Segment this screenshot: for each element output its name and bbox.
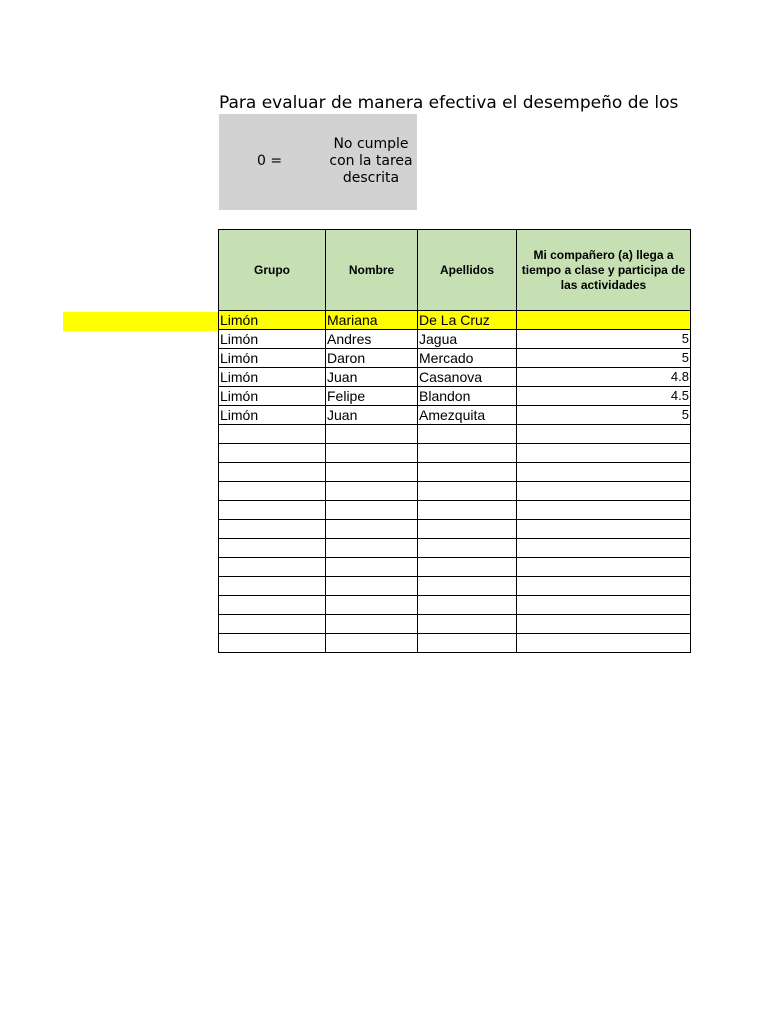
table-row	[219, 368, 691, 387]
cell-empty[interactable]	[326, 634, 418, 653]
cell-nombre[interactable]: Juan	[326, 368, 418, 387]
cell-nombre[interactable]: Andres	[326, 330, 418, 349]
table-row-empty	[219, 501, 691, 520]
cell-empty[interactable]	[326, 577, 418, 596]
cell-empty[interactable]	[418, 520, 517, 539]
cell-puntaje[interactable]: 4.8	[517, 368, 691, 387]
cell-empty[interactable]	[418, 482, 517, 501]
evaluation-table	[218, 229, 691, 653]
header-criterio: Mi compañero (a) llega a tiempo a clase y participa de las actividades	[517, 230, 691, 311]
cell-empty[interactable]	[517, 520, 691, 539]
table-row-empty	[219, 539, 691, 558]
row-highlight-bar	[63, 312, 219, 331]
cell-grupo[interactable]: Limón	[219, 368, 326, 387]
table-row-empty	[219, 558, 691, 577]
cell-empty[interactable]	[326, 615, 418, 634]
table-header-row	[219, 230, 691, 311]
table-row	[219, 406, 691, 425]
cell-puntaje[interactable]: 5	[517, 349, 691, 368]
table-row	[219, 349, 691, 368]
cell-empty[interactable]	[219, 615, 326, 634]
cell-empty[interactable]	[418, 558, 517, 577]
cell-empty[interactable]	[326, 444, 418, 463]
table-row-empty	[219, 463, 691, 482]
table-row	[219, 311, 691, 330]
cell-puntaje[interactable]	[517, 311, 691, 330]
cell-empty[interactable]	[219, 558, 326, 577]
cell-empty[interactable]	[326, 520, 418, 539]
cell-empty[interactable]	[517, 482, 691, 501]
table-row	[219, 387, 691, 406]
header-grupo: Grupo	[219, 230, 326, 311]
cell-empty[interactable]	[418, 634, 517, 653]
cell-apellidos[interactable]: Amezquita	[418, 406, 517, 425]
cell-apellidos[interactable]: Casanova	[418, 368, 517, 387]
table-row-empty	[219, 444, 691, 463]
cell-grupo[interactable]: Limón	[219, 330, 326, 349]
cell-nombre[interactable]: Mariana	[326, 311, 418, 330]
cell-empty[interactable]	[418, 444, 517, 463]
cell-empty[interactable]	[418, 501, 517, 520]
cell-empty[interactable]	[517, 596, 691, 615]
cell-apellidos[interactable]: De La Cruz	[418, 311, 517, 330]
cell-empty[interactable]	[517, 539, 691, 558]
table-row-empty	[219, 482, 691, 501]
cell-puntaje[interactable]: 5	[517, 406, 691, 425]
cell-empty[interactable]	[517, 444, 691, 463]
cell-nombre[interactable]: Daron	[326, 349, 418, 368]
cell-empty[interactable]	[517, 577, 691, 596]
cell-grupo[interactable]: Limón	[219, 387, 326, 406]
cell-empty[interactable]	[517, 463, 691, 482]
cell-empty[interactable]	[418, 425, 517, 444]
cell-empty[interactable]	[219, 596, 326, 615]
sheet-title: Para evaluar de manera efectiva el desempeño de los	[219, 93, 679, 113]
cell-empty[interactable]	[418, 596, 517, 615]
cell-puntaje[interactable]: 5	[517, 330, 691, 349]
cell-empty[interactable]	[418, 463, 517, 482]
cell-empty[interactable]	[219, 425, 326, 444]
cell-empty[interactable]	[418, 577, 517, 596]
header-apellidos: Apellidos	[418, 230, 517, 311]
cell-empty[interactable]	[326, 596, 418, 615]
cell-empty[interactable]	[326, 425, 418, 444]
cell-puntaje[interactable]: 4.5	[517, 387, 691, 406]
table-row-empty	[219, 615, 691, 634]
cell-empty[interactable]	[517, 558, 691, 577]
table-row-empty	[219, 577, 691, 596]
legend-description: No cumple con la tarea descrita	[329, 136, 413, 186]
cell-empty[interactable]	[326, 501, 418, 520]
cell-empty[interactable]	[326, 539, 418, 558]
table-row-empty	[219, 425, 691, 444]
cell-empty[interactable]	[326, 558, 418, 577]
cell-apellidos[interactable]: Jagua	[418, 330, 517, 349]
cell-empty[interactable]	[517, 634, 691, 653]
cell-empty[interactable]	[517, 501, 691, 520]
header-nombre: Nombre	[326, 230, 418, 311]
cell-empty[interactable]	[517, 615, 691, 634]
cell-grupo[interactable]: Limón	[219, 349, 326, 368]
cell-grupo[interactable]: Limón	[219, 406, 326, 425]
cell-apellidos[interactable]: Blandon	[418, 387, 517, 406]
cell-empty[interactable]	[219, 539, 326, 558]
cell-empty[interactable]	[219, 634, 326, 653]
table-row-empty	[219, 520, 691, 539]
cell-apellidos[interactable]: Mercado	[418, 349, 517, 368]
cell-empty[interactable]	[517, 425, 691, 444]
cell-nombre[interactable]: Juan	[326, 406, 418, 425]
cell-grupo[interactable]: Limón	[219, 311, 326, 330]
cell-nombre[interactable]: Felipe	[326, 387, 418, 406]
cell-empty[interactable]	[219, 463, 326, 482]
table-row	[219, 330, 691, 349]
cell-empty[interactable]	[219, 444, 326, 463]
cell-empty[interactable]	[418, 539, 517, 558]
cell-empty[interactable]	[219, 482, 326, 501]
cell-empty[interactable]	[219, 501, 326, 520]
cell-empty[interactable]	[418, 615, 517, 634]
cell-empty[interactable]	[326, 482, 418, 501]
cell-empty[interactable]	[326, 463, 418, 482]
table-row-empty	[219, 596, 691, 615]
legend-key: 0 =	[257, 153, 283, 169]
cell-empty[interactable]	[219, 520, 326, 539]
table-row-empty	[219, 634, 691, 653]
cell-empty[interactable]	[219, 577, 326, 596]
legend-box	[219, 114, 417, 210]
